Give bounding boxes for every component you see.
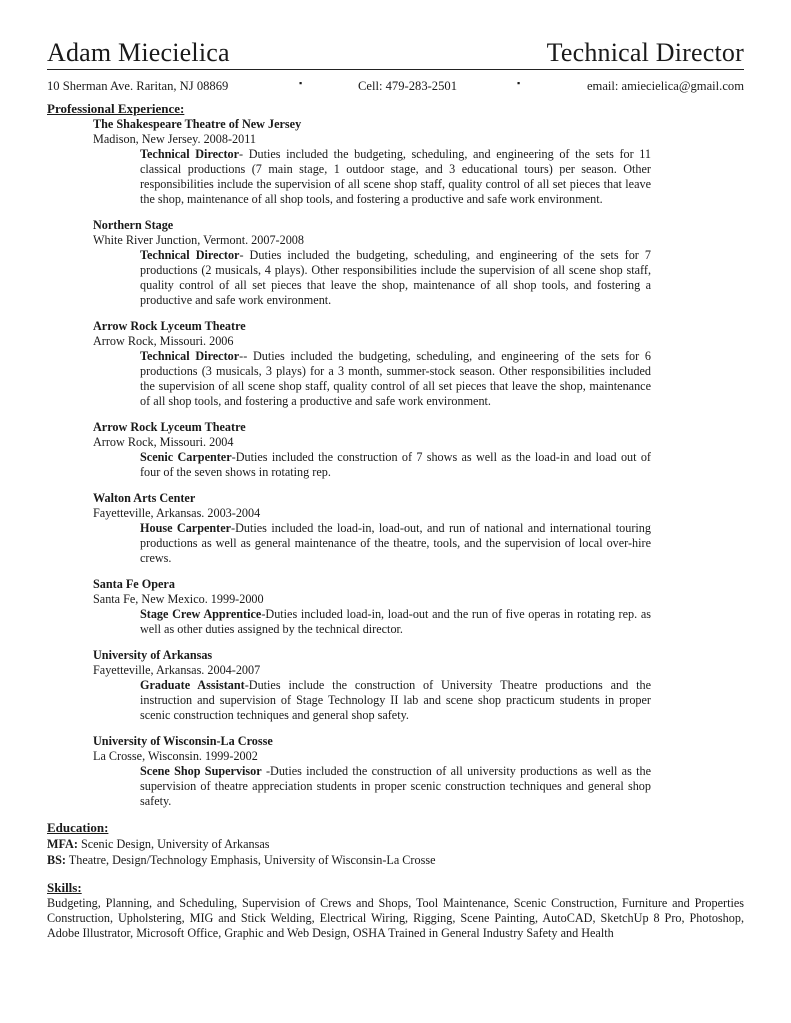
section-title-skills: Skills: xyxy=(47,880,82,895)
job-description xyxy=(140,764,651,809)
job-entry xyxy=(93,577,744,637)
job-title: Technical Director xyxy=(140,248,240,262)
skills-section xyxy=(47,880,744,941)
job-description xyxy=(140,349,651,409)
job-title: Stage Crew Apprentice xyxy=(140,607,262,621)
job-description xyxy=(140,678,651,723)
job-location: Madison, New Jersey. 2008-2011 xyxy=(93,132,256,146)
job-organization: University of Wisconsin-La Crosse xyxy=(93,734,273,748)
degree-label: MFA: xyxy=(47,837,78,851)
job-organization: Walton Arts Center xyxy=(93,491,196,505)
degree-label: BS: xyxy=(47,853,66,867)
skills-list: Budgeting, Planning, and Scheduling, Supervision of Crews and Shops, Tool Maintenance, Scenic Construction, Furniture and Properties Construction, Upholstering, MIG and Stick Welding, Electrical Wiring, Rigging, Scene Painting, AutoCAD, SketchUp 8 Pro, Photoshop, Adobe Illustrator, Microsoft Office, Graphic and Web Design, OSHA Trained in General Industry Safety and Health xyxy=(47,896,744,940)
resume-header xyxy=(47,38,744,68)
job-entry xyxy=(93,420,744,480)
job-organization: Arrow Rock Lyceum Theatre xyxy=(93,319,246,333)
job-duties: - Duties included the budgeting, scheduling, and engineering of the sets for 7 productions (2 musicals, 4 plays). Other responsibilities include the supervision of all scene shop staff, quality control of all set pieces that leave the shop, maintenance of all shop tools, and fostering a productive and safe work environment. xyxy=(140,248,651,307)
job-description xyxy=(140,248,651,308)
job-title: Technical Director xyxy=(140,349,240,363)
job-duties: -Duties included load-in, load-out and the run of five operas in rotating rep. as well as other duties assigned by the technical director. xyxy=(140,607,651,636)
job-location: Arrow Rock, Missouri. 2006 xyxy=(93,334,234,348)
candidate-name: Adam Miecielica xyxy=(47,38,230,67)
section-title-experience: Professional Experience: xyxy=(47,101,185,116)
education-section xyxy=(47,820,744,868)
job-description xyxy=(140,450,651,480)
contact-line xyxy=(47,78,744,96)
target-role: Technical Director xyxy=(546,38,744,67)
job-location: Santa Fe, New Mexico. 1999-2000 xyxy=(93,592,264,606)
degree-detail: Theatre, Design/Technology Emphasis, University of Wisconsin-La Crosse xyxy=(65,853,436,867)
address: 10 Sherman Ave. Raritan, NJ 08869 xyxy=(47,79,229,93)
job-description xyxy=(140,607,651,637)
experience-section xyxy=(47,101,744,809)
job-description xyxy=(140,147,651,207)
job-title: Technical Director xyxy=(140,147,240,161)
job-location: Fayetteville, Arkansas. 2003-2004 xyxy=(93,506,261,520)
job-organization: Santa Fe Opera xyxy=(93,577,175,591)
job-organization: The Shakespeare Theatre of New Jersey xyxy=(93,117,302,131)
job-duties: -Duties included the load-in, load-out, and run of national and international touring productions as well as general maintenance of the theatre, tools, and the supervision of local over-hire crews. xyxy=(140,521,651,565)
job-location: White River Junction, Vermont. 2007-2008 xyxy=(93,233,304,247)
education-item xyxy=(47,836,744,852)
section-title-education: Education: xyxy=(47,820,109,835)
job-entry xyxy=(93,117,744,207)
separator-bullet: ▪ xyxy=(299,78,303,88)
job-location: Fayetteville, Arkansas. 2004-2007 xyxy=(93,663,261,677)
job-organization: University of Arkansas xyxy=(93,648,213,662)
job-title: Scenic Carpenter xyxy=(140,450,232,464)
separator-bullet: ▪ xyxy=(517,78,521,88)
job-entry xyxy=(93,648,744,723)
job-entry xyxy=(93,218,744,308)
education-item xyxy=(47,852,744,868)
header-divider xyxy=(47,69,744,70)
job-duties: -Duties include the construction of University Theatre productions and the instruction and supervision of Stage Technology II lab and scene shop practicum students in proper scenic construction techniques and general shop safety. xyxy=(140,678,651,722)
job-title: Graduate Assistant xyxy=(140,678,245,692)
job-location: Arrow Rock, Missouri. 2004 xyxy=(93,435,234,449)
job-duties: -- Duties included the budgeting, scheduling, and engineering of the sets for 6 productions (3 musicals, 3 plays) for a 3 month, summer-stock season. Other responsibilities included the supervision of all scene shop staff, quality control of all set pieces that leave the shop, maintenance of all shop tools, and fostering a productive and safe work environment. xyxy=(140,349,651,408)
job-duties: -Duties included the construction of 7 shows as well as the load-in and load out of four of the seven shows in rotating rep. xyxy=(140,450,651,479)
job-duties: - Duties included the budgeting, scheduling, and engineering of the sets for 11 classical productions (7 main stage, 1 outdoor stage, and 3 educational tours) per season. Other responsibilities include the supervision of all scene shop staff, quality control of all set pieces that leave the shop, maintenance of all shop tools, and fostering a productive and safe work environment. xyxy=(140,147,651,206)
degree-detail: Scenic Design, University of Arkansas xyxy=(77,837,270,851)
job-entry xyxy=(93,319,744,409)
job-organization: Northern Stage xyxy=(93,218,174,232)
resume-page xyxy=(47,38,744,941)
job-location: La Crosse, Wisconsin. 1999-2002 xyxy=(93,749,258,763)
job-description xyxy=(140,521,651,566)
email: email: amiecielica@gmail.com xyxy=(586,79,744,93)
job-title: Scene Shop Supervisor xyxy=(140,764,262,778)
job-organization: Arrow Rock Lyceum Theatre xyxy=(93,420,246,434)
job-duties: -Duties included the construction of all university productions as well as the supervision of theatre appreciation students in proper scenic construction techniques and general shop safety. xyxy=(140,764,652,808)
cell-phone: Cell: 479-283-2501 xyxy=(358,79,457,93)
job-entry xyxy=(93,734,744,809)
job-title: House Carpenter xyxy=(140,521,232,535)
job-entry xyxy=(93,491,744,566)
